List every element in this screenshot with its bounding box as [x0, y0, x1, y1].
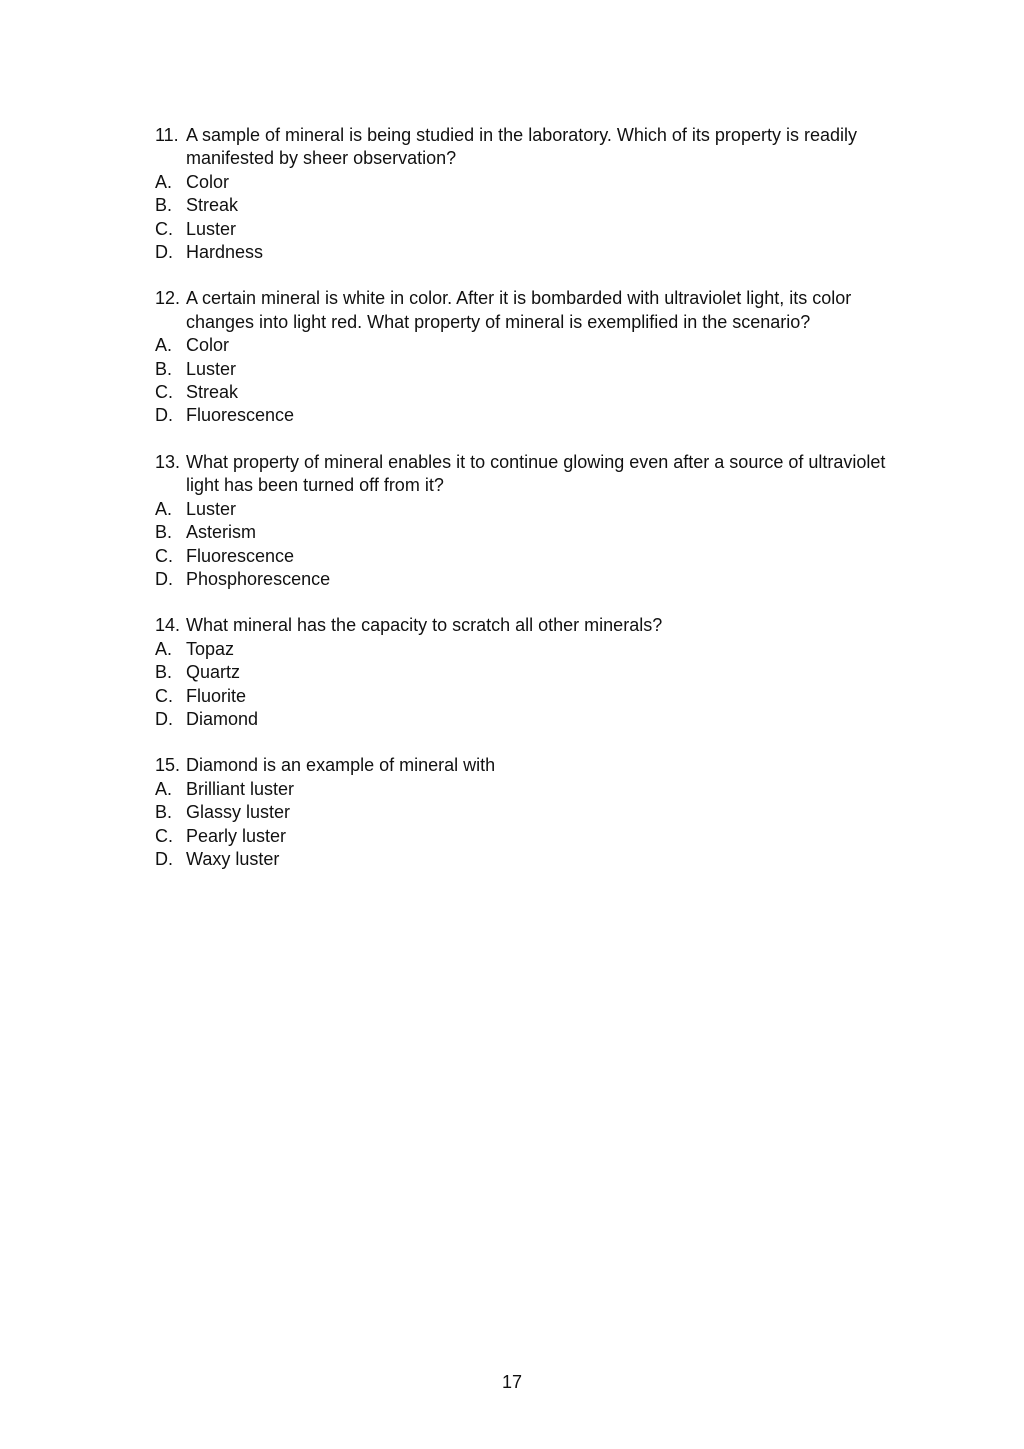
option-letter: B.	[155, 522, 173, 543]
option-text: Fluorescence	[186, 405, 295, 426]
option-c	[155, 685, 915, 708]
option-text: Asterism	[186, 522, 257, 543]
option-letter: D.	[155, 405, 173, 426]
option-text: Hardness	[186, 242, 264, 263]
option-letter: B.	[155, 802, 173, 823]
option-text: Fluorite	[186, 685, 247, 706]
option-b	[155, 801, 915, 824]
option-letter: C.	[155, 685, 173, 706]
option-text: Streak	[186, 195, 239, 216]
question-15	[155, 754, 915, 871]
option-b	[155, 661, 915, 684]
option-d	[155, 404, 915, 427]
option-letter: D.	[155, 242, 173, 263]
question-stem	[155, 124, 915, 171]
question-stem	[155, 754, 915, 777]
option-letter: D.	[155, 568, 173, 589]
option-text: Luster	[186, 358, 237, 379]
question-stem	[155, 614, 915, 637]
question-number: 11.	[155, 125, 179, 145]
option-letter: C.	[155, 382, 173, 403]
question-text: Diamond is an example of mineral with	[186, 755, 496, 776]
option-text: Luster	[186, 218, 237, 239]
option-text: Color	[186, 171, 230, 192]
option-letter: C.	[155, 545, 173, 566]
option-letter: B.	[155, 195, 173, 216]
question-12	[155, 287, 915, 427]
option-letter: D.	[155, 708, 173, 729]
question-text: What mineral has the capacity to scratch all other minerals?	[186, 615, 663, 636]
question-number: 14.	[155, 615, 181, 636]
option-text: Phosphorescence	[186, 568, 331, 589]
option-c	[155, 825, 915, 848]
option-text: Waxy luster	[186, 848, 280, 869]
option-a	[155, 171, 915, 194]
option-text: Fluorescence	[186, 545, 295, 566]
option-letter: A.	[155, 638, 173, 659]
question-14	[155, 614, 915, 731]
option-letter: B.	[155, 662, 173, 683]
option-d	[155, 241, 915, 264]
option-c	[155, 381, 915, 404]
option-d	[155, 848, 915, 871]
option-text: Brilliant luster	[186, 778, 295, 799]
option-d	[155, 708, 915, 731]
option-letter: A.	[155, 335, 173, 356]
option-b	[155, 521, 915, 544]
option-text: Streak	[186, 382, 239, 403]
option-d	[155, 568, 915, 591]
question-stem	[155, 287, 915, 334]
option-a	[155, 778, 915, 801]
option-c	[155, 218, 915, 241]
question-text: A certain mineral is white in color. After it is bombarded with ultraviolet light, its color changes into light red. What property of mineral is exemplified in the scenario?	[186, 288, 852, 332]
option-letter: D.	[155, 848, 173, 869]
option-letter: A.	[155, 778, 173, 799]
page-number: 17	[501, 1372, 523, 1392]
option-text: Diamond	[186, 708, 259, 729]
question-number: 12.	[155, 288, 181, 309]
option-text: Glassy luster	[186, 802, 291, 823]
option-text: Pearly luster	[186, 825, 287, 846]
option-letter: B.	[155, 358, 173, 379]
question-number: 13.	[155, 451, 181, 472]
option-letter: A.	[155, 171, 173, 192]
option-a	[155, 638, 915, 661]
option-letter: C.	[155, 218, 173, 239]
option-b	[155, 194, 915, 217]
option-text: Topaz	[186, 638, 235, 659]
option-letter: C.	[155, 825, 173, 846]
question-13	[155, 451, 915, 591]
question-list	[155, 124, 915, 894]
option-text: Luster	[186, 498, 237, 519]
option-a	[155, 334, 915, 357]
option-c	[155, 545, 915, 568]
question-stem	[155, 451, 915, 498]
question-11	[155, 124, 915, 264]
question-text: What property of mineral enables it to continue glowing even after a source of ultraviolet light has been turned off from it?	[186, 451, 886, 496]
option-letter: A.	[155, 498, 173, 519]
question-text: A sample of mineral is being studied in the laboratory. Which of its property is readily manifested by sheer observation?	[186, 125, 857, 169]
option-b	[155, 358, 915, 381]
option-text: Color	[186, 335, 230, 356]
option-a	[155, 498, 915, 521]
option-text: Quartz	[186, 662, 241, 683]
question-number: 15.	[155, 755, 181, 776]
